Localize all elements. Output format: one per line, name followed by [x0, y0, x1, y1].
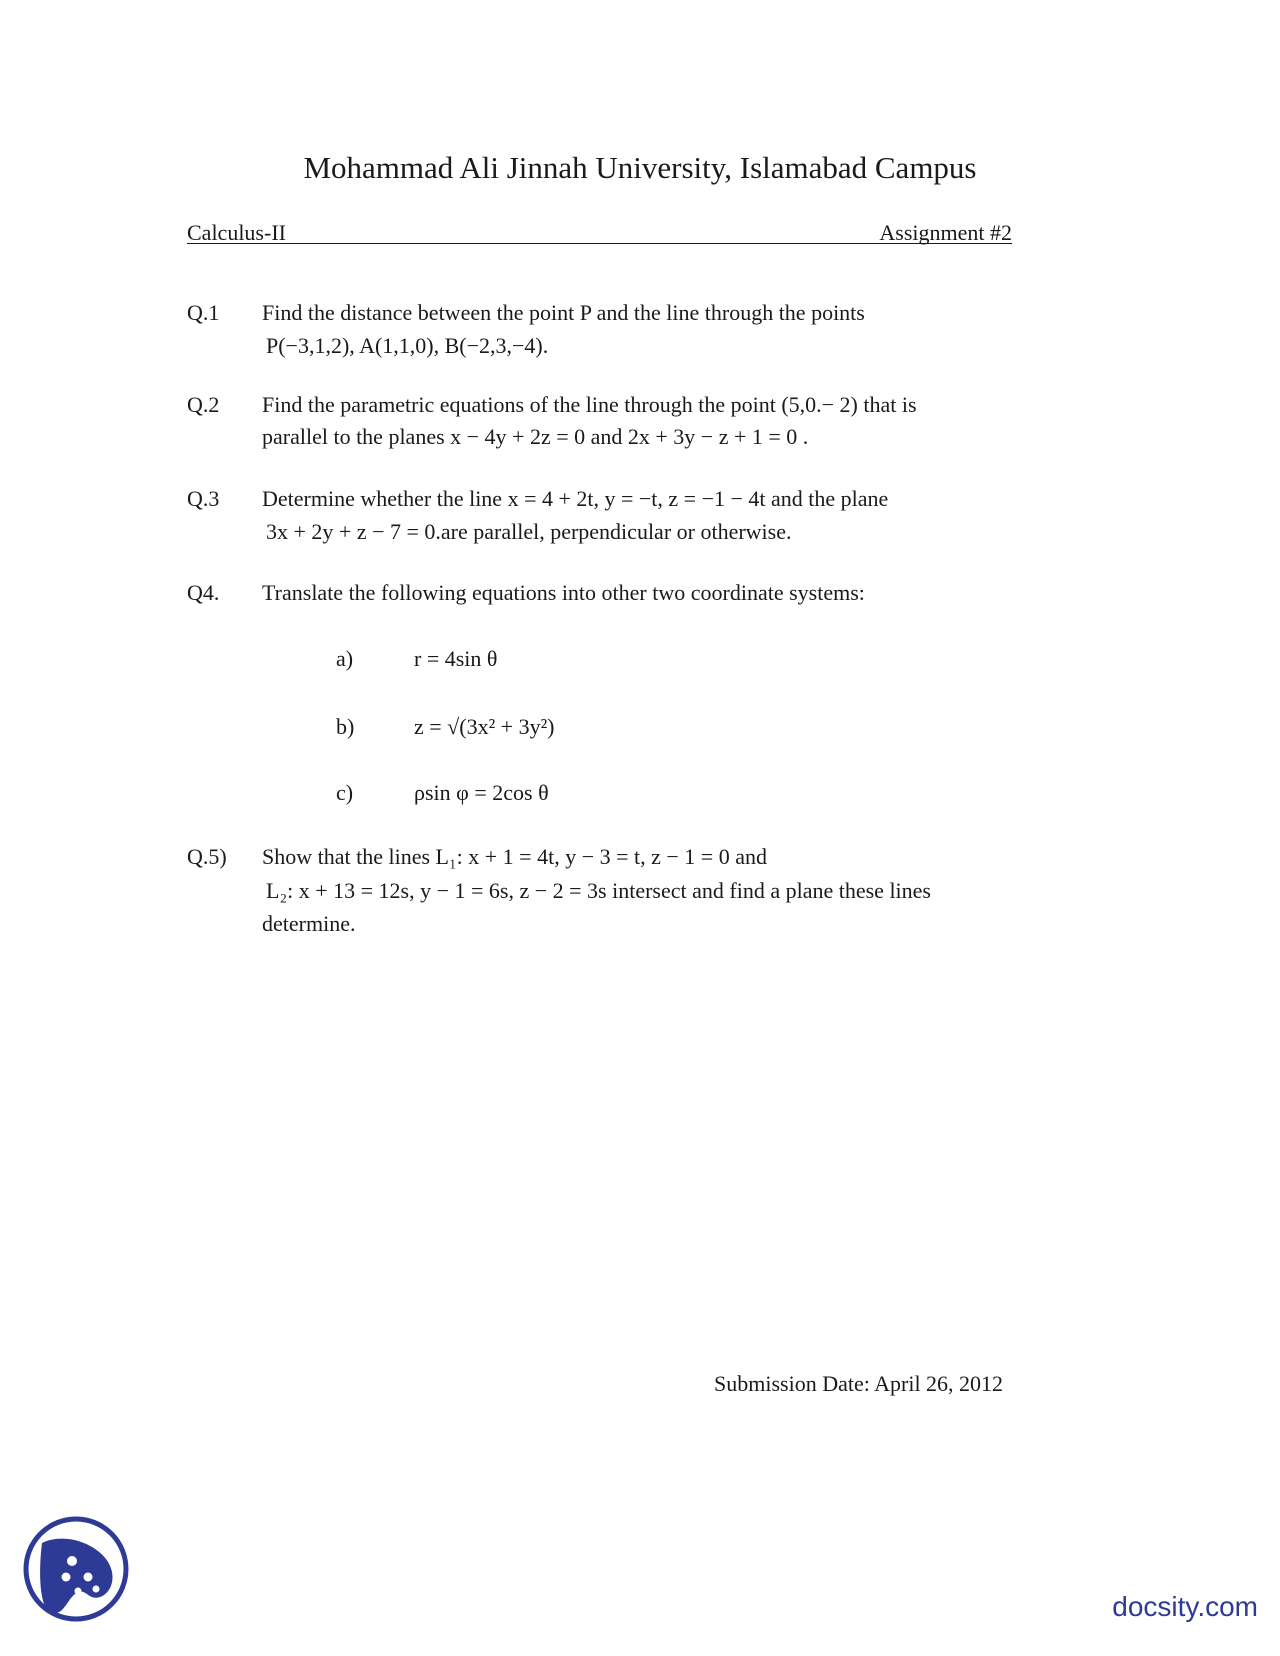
submission-date: Submission Date: April 26, 2012 — [714, 1371, 1004, 1396]
q4-part-c-equation: ρsin φ = 2cos θ — [414, 780, 549, 805]
q5-line-l2: L₂: x + 13 = 12s, y − 1 = 6s, z − 2 = 3s intersect and find a plane these lines — [266, 878, 931, 903]
q4-part-c-label: c) — [336, 780, 354, 805]
course-name: Calculus-II — [187, 220, 286, 245]
docsity-brand-link[interactable]: docsity.com — [1112, 1591, 1258, 1622]
assignment-number: Assignment #2 — [879, 220, 1012, 245]
q4-number: Q4. — [187, 580, 220, 605]
q4-text: Translate the following equations into other two coordinate systems: — [262, 580, 865, 605]
q2-planes: parallel to the planes x − 4y + 2z = 0 and 2x + 3y − z + 1 = 0 . — [262, 424, 809, 449]
header-rule — [187, 243, 1012, 244]
q4-part-b-label: b) — [336, 714, 355, 739]
q5-line-end: determine. — [262, 911, 356, 936]
university-title: Mohammad Ali Jinnah University, Islamabad Campus — [303, 150, 977, 185]
q3-number: Q.3 — [187, 486, 220, 511]
q5-text: Show that the lines L₁: x + 1 = 4t, y − 3 = t, z − 1 = 0 and — [262, 844, 767, 869]
q4-part-b-equation: z = √(3x² + 3y²) — [414, 714, 555, 739]
q3-text: Determine whether the line x = 4 + 2t, y = −t, z = −1 − 4t and the plane — [262, 486, 889, 511]
q2-text: Find the parametric equations of the line through the point (5,0.− 2) that is — [262, 392, 917, 417]
docsity-logo-icon[interactable] — [22, 1515, 130, 1623]
q1-number: Q.1 — [187, 300, 220, 325]
q4-part-a-label: a) — [336, 646, 354, 671]
q3-plane: 3x + 2y + z − 7 = 0.are parallel, perpendicular or otherwise. — [266, 519, 792, 544]
q1-points: P(−3,1,2), A(1,1,0), B(−2,3,−4). — [266, 333, 549, 358]
q1-text: Find the distance between the point P and the line through the points — [262, 300, 865, 325]
q2-number: Q.2 — [187, 392, 220, 417]
q5-number: Q.5) — [187, 844, 227, 869]
q4-part-a-equation: r = 4sin θ — [414, 646, 498, 671]
